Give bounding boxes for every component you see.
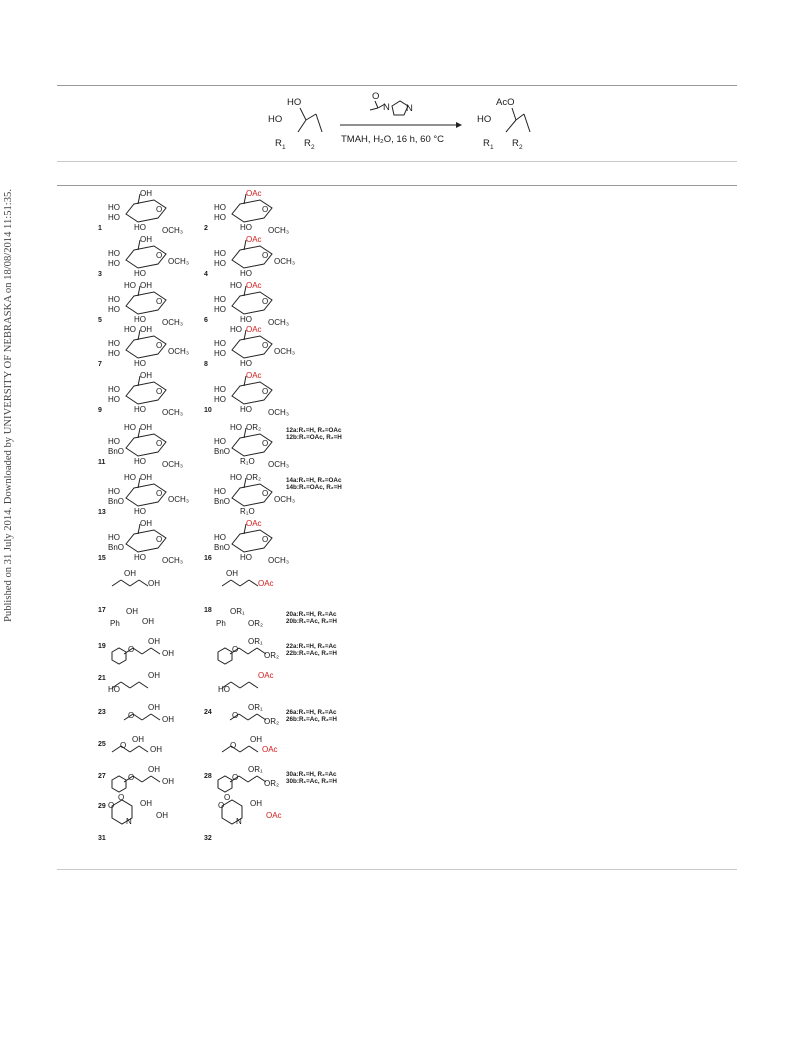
product-number: 28 <box>204 773 212 780</box>
chain-label: O <box>128 711 135 720</box>
substrate-number: 19 <box>98 643 106 650</box>
chain-label: OH <box>148 703 160 712</box>
chain-label: HO <box>108 685 120 694</box>
svg-text:2: 2 <box>311 144 315 151</box>
publication-side-note: Published on 31 July 2014. Downloaded by UNIVERSITY OF NEBRASKA on 18/08/2014 11:51:35. <box>3 189 14 623</box>
acetate-label: OAc <box>258 671 274 680</box>
product-number: 32 <box>204 835 212 842</box>
substrate-number: 17 <box>98 607 106 614</box>
acetate-label: OAc <box>246 235 262 244</box>
chain-label: O <box>128 773 135 782</box>
product-mid-label: HO <box>477 114 492 125</box>
methoxy-label: OCH₃ <box>162 408 184 417</box>
product-number: 24 <box>204 709 212 716</box>
hydroxyl-label: HO <box>134 223 146 232</box>
acetate-label: OAc <box>266 811 282 820</box>
svg-text:2: 2 <box>519 144 523 151</box>
chain-label: OR₁ <box>248 765 263 774</box>
hydroxyl-label: HO <box>124 423 136 432</box>
methoxy-label: OCH₃ <box>268 460 290 469</box>
product-variant-note: 22a:R₁=H, R₂=Ac <box>286 643 337 650</box>
substrate-number: 21 <box>98 675 106 682</box>
ring-oxygen: O <box>262 387 269 396</box>
chain-label: OR₂ <box>248 619 264 628</box>
reagent-oxygen: O <box>372 91 380 102</box>
chain-label: O <box>232 711 239 720</box>
product-number: 6 <box>204 317 208 324</box>
ring-oxygen: O <box>262 439 269 448</box>
ring-oxygen: O <box>156 489 163 498</box>
ring-oxygen: O <box>262 489 269 498</box>
reactant-structure <box>268 97 322 151</box>
hydroxyl-label: HO <box>134 359 146 368</box>
product-r2: R <box>512 138 519 149</box>
substrate-number: 23 <box>98 709 106 716</box>
chain-label: OH <box>140 799 152 808</box>
acetate-label: OAc <box>262 745 278 754</box>
substrate-number: 27 <box>98 773 106 780</box>
substrate-number: 29 <box>98 803 106 810</box>
methoxy-label: OCH₃ <box>268 556 290 565</box>
product-number: 8 <box>204 361 208 368</box>
chain-label: OH <box>124 569 136 578</box>
hydroxyl-label: OH <box>140 519 152 528</box>
substituent-label: HO <box>108 339 120 348</box>
methoxy-label: OCH₃ <box>162 226 184 235</box>
ring-oxygen: O <box>156 297 163 306</box>
hydroxyl-label: OH <box>140 281 152 290</box>
ring-oxygen: O <box>262 297 269 306</box>
methoxy-label: OCH₃ <box>162 318 184 327</box>
substituent-label: HO <box>214 259 226 268</box>
reactant-mid-label: HO <box>268 114 283 125</box>
substituent-label: HO <box>214 349 226 358</box>
reagent-n2: N <box>406 103 413 114</box>
ring-oxygen: O <box>262 205 269 214</box>
chain-label: HO <box>218 685 230 694</box>
substrate-number: 31 <box>98 835 106 842</box>
substituent-label: HO <box>108 437 120 446</box>
methoxy-oxygen: O <box>118 793 125 802</box>
compound-row <box>98 281 289 327</box>
hydroxyl-label: OH <box>140 189 152 198</box>
methoxy-label: OCH₃ <box>274 257 296 266</box>
substituent-label: HO <box>108 295 120 304</box>
product-r1: R <box>483 138 490 149</box>
substituent-label: HO <box>108 203 120 212</box>
ring-oxygen: O <box>262 341 269 350</box>
hydroxyl-label: HO <box>240 315 252 324</box>
ring-oxygen: O <box>156 535 163 544</box>
chain-label: OH <box>148 637 160 646</box>
substrate-number: 1 <box>98 225 102 232</box>
chain-label: OR₁ <box>248 703 263 712</box>
substituent-label: BnO <box>214 447 231 456</box>
acetylimidazole-reagent <box>370 91 413 115</box>
reaction-conditions: TMAH, H₂O, 16 h, 60 °C <box>341 134 445 145</box>
product-variant-note: 20a:R₁=H, R₂=Ac <box>286 611 337 618</box>
reaction-scheme <box>268 91 530 151</box>
ring-oxygen: O <box>156 387 163 396</box>
hydroxyl-label: HO <box>240 223 252 232</box>
ring-oxygen: O <box>156 341 163 350</box>
acetate-label: OAc <box>246 371 262 380</box>
substituent-label: BnO <box>108 447 125 456</box>
hydroxyl-label: HO <box>134 405 146 414</box>
substituent-label: HO <box>108 395 120 404</box>
substrate-number: 11 <box>98 459 106 466</box>
chain-label: OH <box>250 799 262 808</box>
hydroxyl-label: R₁O <box>240 457 255 466</box>
ring-oxygen: O <box>262 251 269 260</box>
acetate-label: OAc <box>246 189 262 198</box>
ring-oxygen: O <box>262 535 269 544</box>
substituent-label: HO <box>214 213 226 222</box>
chain-label: O <box>232 645 239 654</box>
substituent-label: HO <box>108 487 120 496</box>
compound-row <box>98 423 342 469</box>
chain-label: OH <box>148 579 160 588</box>
phenyl-label: Ph <box>216 619 226 628</box>
chain-label: OR₂ <box>264 651 280 660</box>
hydroxyl-label: HO <box>124 473 136 482</box>
product-variant-note: 12b:R₁=OAc, R₂=H <box>286 434 342 441</box>
methoxy-oxygen: O <box>224 793 231 802</box>
chain-label: OH <box>162 649 174 658</box>
chain-label: O <box>230 741 237 750</box>
product-variant-note: 14a:R₁=H, R₂=OAc <box>286 477 342 484</box>
chain-label: OH <box>148 671 160 680</box>
substituent-label: HO <box>108 349 120 358</box>
substituent-label: HO <box>108 249 120 258</box>
hydroxyl-label: HO <box>124 325 136 334</box>
product-variant-note: 26b:R₁=Ac, R₂=H <box>286 716 337 723</box>
substrate-number: 3 <box>98 271 102 278</box>
compound-row <box>98 799 282 842</box>
product-variant-note: 30a:R₁=H, R₂=Ac <box>286 771 337 778</box>
acetate-label: OAc <box>258 579 274 588</box>
methoxy-label: OCH₃ <box>268 408 290 417</box>
substituent-label: BnO <box>108 497 125 506</box>
compound-row <box>98 235 295 278</box>
ring-oxygen: O <box>156 439 163 448</box>
substituent-label: HO <box>214 305 226 314</box>
substrate-number: 9 <box>98 407 102 414</box>
substituent-label: HO <box>214 249 226 258</box>
substituent-label: BnO <box>214 543 231 552</box>
substituent-label: HO <box>108 305 120 314</box>
chain-label: OR₂ <box>264 717 280 726</box>
methoxy-label: OCH₃ <box>274 347 296 356</box>
compound-row <box>98 637 337 682</box>
substituent-label: BnO <box>108 543 125 552</box>
chain-label: OH <box>250 735 262 744</box>
morpholine-nitrogen: N <box>126 817 132 826</box>
product-variant-note: 12a:R₁=H, R₂=OAc <box>286 427 342 434</box>
methoxy-label: OCH₃ <box>274 495 296 504</box>
hydroxyl-label: HO <box>124 281 136 290</box>
hydroxyl-label: HO <box>240 553 252 562</box>
compound-row <box>98 371 289 417</box>
methoxy-label: OCH₃ <box>168 495 190 504</box>
product-structure <box>477 97 530 151</box>
hydroxyl-label: HO <box>230 423 242 432</box>
hydroxyl-label: OH <box>140 473 152 482</box>
chain-label: OH <box>226 569 238 578</box>
hydroxyl-label: HO <box>240 405 252 414</box>
ring-oxygen: O <box>156 205 163 214</box>
chain-label: OH <box>132 735 144 744</box>
chain-label: OH <box>148 765 160 774</box>
substituent-label: HO <box>214 395 226 404</box>
chain-label: O <box>232 773 239 782</box>
product-variant-note: 26a:R₁=H, R₂=Ac <box>286 709 337 716</box>
product-variant-note: 22b:R₁=Ac, R₂=H <box>286 650 337 657</box>
substituent-label: HO <box>108 385 120 394</box>
phenyl-label: Ph <box>110 619 120 628</box>
reactant-r2: R <box>304 138 311 149</box>
methoxy-label: OCH₃ <box>168 257 190 266</box>
substituent-label: HO <box>108 213 120 222</box>
product-number: 10 <box>204 407 212 414</box>
chain-label: OH <box>156 811 168 820</box>
morpholine-nitrogen: N <box>236 817 242 826</box>
compound-row <box>98 473 342 516</box>
substituent-label: HO <box>214 385 226 394</box>
chain-label: O <box>128 645 135 654</box>
product-number: 16 <box>204 555 212 562</box>
reagent-n1: N <box>383 102 390 113</box>
product-number: 4 <box>204 271 208 278</box>
product-number: 18 <box>204 607 212 614</box>
hydroxyl-label: OH <box>140 325 152 334</box>
acetate-label: OAc <box>246 281 262 290</box>
hydroxyl-label: HO <box>240 359 252 368</box>
product-variant-note: 30b:R₁=Ac, R₂=H <box>286 778 337 785</box>
substrate-number: 13 <box>98 509 106 516</box>
hydroxyl-label: OH <box>140 235 152 244</box>
methoxy-label: OCH₃ <box>268 226 290 235</box>
hydroxyl-label: HO <box>134 269 146 278</box>
product-number: 2 <box>204 225 208 232</box>
substrate-number: 25 <box>98 741 106 748</box>
hydroxyl-label: HO <box>230 473 242 482</box>
hydroxyl-label: HO <box>134 553 146 562</box>
substituent-label: HO <box>214 437 226 446</box>
ring-oxygen: O <box>156 251 163 260</box>
chain-label: O <box>120 741 127 750</box>
substituent-label: HO <box>214 487 226 496</box>
substituent-label: HO <box>108 533 120 542</box>
acetate-label: OAc <box>246 519 262 528</box>
chain-label: OH <box>150 745 162 754</box>
product-top-label: AcO <box>496 97 515 108</box>
reactant-top-label: HO <box>287 97 302 108</box>
substrate-number: 15 <box>98 555 106 562</box>
hydroxyl-label: HO <box>240 269 252 278</box>
compound-row <box>98 325 295 368</box>
hydroxyl-label: HO <box>134 315 146 324</box>
chain-label: OR₁ <box>230 607 245 616</box>
methoxy-label: OCH₃ <box>268 318 290 327</box>
hydroxyl-label: OH <box>140 371 152 380</box>
methoxy-label: OCH₃ <box>162 556 184 565</box>
hydroxyl-label: OR₂ <box>246 423 262 432</box>
hydroxyl-label: HO <box>230 281 242 290</box>
morpholine-oxygen: O <box>218 801 225 810</box>
substituent-label: HO <box>214 533 226 542</box>
product-variant-note: 14b:R₁=OAc, R₂=H <box>286 484 342 491</box>
hydroxyl-label: HO <box>230 325 242 334</box>
compound-table <box>98 189 342 842</box>
substituent-label: HO <box>214 203 226 212</box>
hydroxyl-label: OR₂ <box>246 473 262 482</box>
svg-text:1: 1 <box>282 144 286 151</box>
morpholine-oxygen: O <box>108 801 115 810</box>
compound-row <box>98 519 289 565</box>
svg-text:1: 1 <box>490 144 494 151</box>
chain-label: OR₁ <box>248 637 263 646</box>
compound-row <box>98 189 289 235</box>
reactant-r1: R <box>275 138 282 149</box>
hydroxyl-label: OH <box>140 423 152 432</box>
chain-label: OH <box>126 607 138 616</box>
substituent-label: HO <box>214 339 226 348</box>
compound-row <box>98 569 274 614</box>
substituent-label: BnO <box>214 497 231 506</box>
hydroxyl-label: HO <box>134 457 146 466</box>
chain-label: OH <box>142 617 154 626</box>
chain-label: OH <box>162 777 174 786</box>
substrate-number: 7 <box>98 361 102 368</box>
hydroxyl-label: R₁O <box>240 507 255 516</box>
chain-label: OR₂ <box>264 779 280 788</box>
chain-label: OH <box>162 715 174 724</box>
acetate-label: OAc <box>246 325 262 334</box>
substituent-label: HO <box>214 295 226 304</box>
substituent-label: HO <box>108 259 120 268</box>
product-variant-note: 20b:R₁=Ac, R₂=H <box>286 618 337 625</box>
hydroxyl-label: HO <box>134 507 146 516</box>
methoxy-label: OCH₃ <box>162 460 184 469</box>
methoxy-label: OCH₃ <box>168 347 190 356</box>
substrate-number: 5 <box>98 317 102 324</box>
